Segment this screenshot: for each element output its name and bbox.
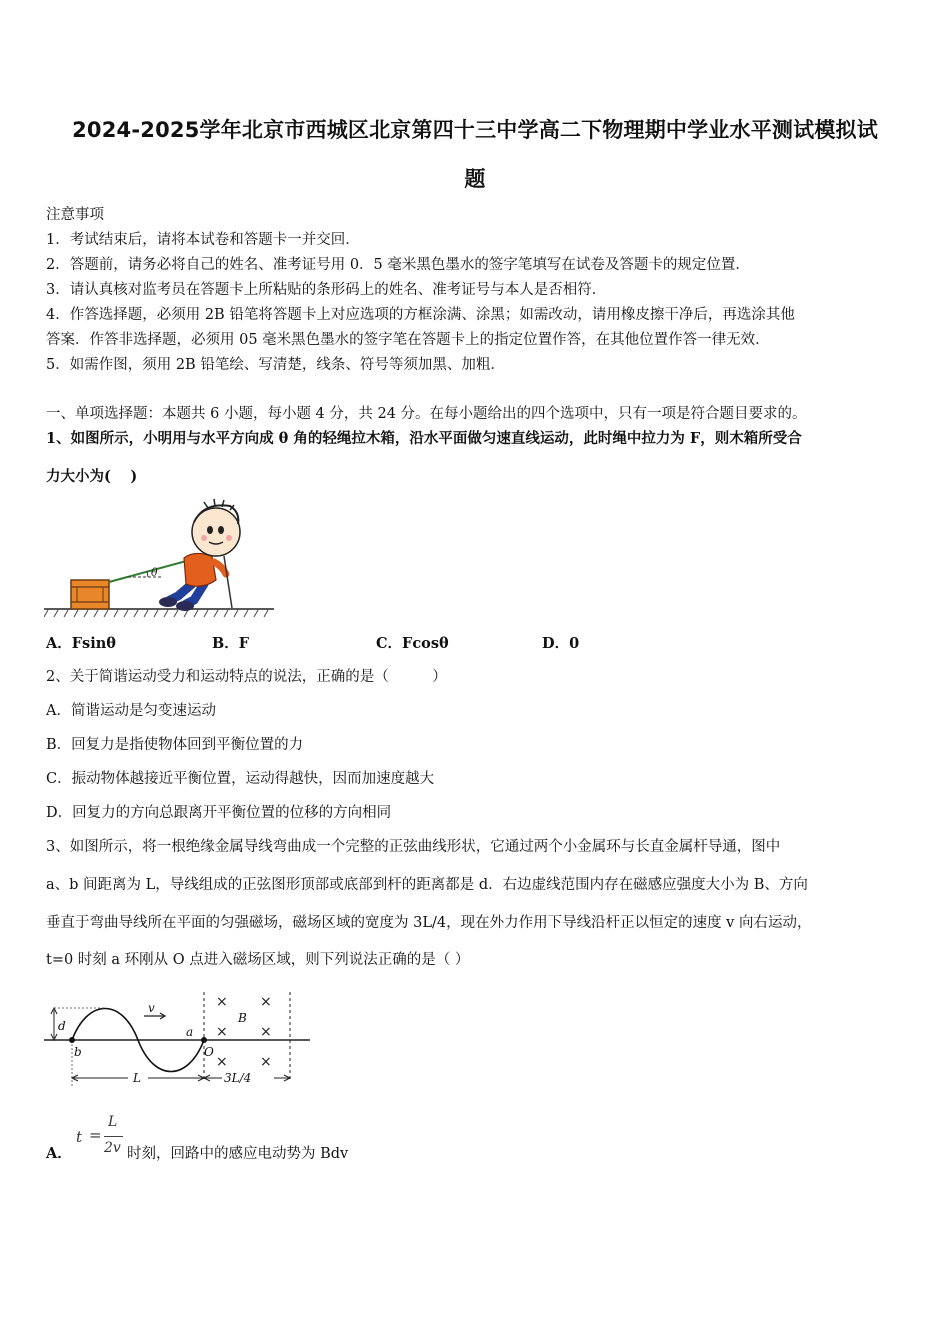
- q3-label-o: O: [204, 1045, 214, 1059]
- q3-option-a-denominator: 2v: [104, 1140, 121, 1156]
- q2-option-a: A．简谐运动是匀变速运动: [46, 703, 216, 719]
- notice-item: 答案．作答非选择题，必须用 05 毫米黑色墨水的签字笔在答题卡上的指定位置作答，在其他位置作答一律无效．: [46, 332, 770, 348]
- q1-option-b: B．F: [212, 635, 250, 652]
- q3-field-cross: ×: [216, 994, 228, 1010]
- notice-item: 3．请认真核对监考员在答题卡上所粘贴的条形码上的姓名、准考证号与本人是否相符．: [46, 282, 607, 298]
- q3-label-a: a: [186, 1025, 194, 1039]
- q2-stem: 2、关于简谐运动受力和运动特点的说法，正确的是（ ）: [46, 669, 447, 685]
- q3-field-cross: ×: [260, 994, 272, 1010]
- q2-option-d: D．回复力的方向总跟离开平衡位置的位移的方向相同: [46, 805, 392, 821]
- section-heading: 一、单项选择题：本题共 6 小题，每小题 4 分，共 24 分。在每小题给出的四个选项中，只有一项是符合题目要求的。: [46, 406, 807, 422]
- q3-label-v: v: [148, 1001, 155, 1015]
- q3-option-a-text: 时刻，回路中的感应电动势为 Bdv: [127, 1146, 349, 1162]
- notice-item: 1．考试结束后，请将本试卷和答题卡一并交回．: [46, 232, 360, 248]
- q1-stem-line1: 1、如图所示，小明用与水平方向成 θ 角的轻绳拉木箱，沿水平面做匀速直线运动，此时绳中拉力为 F，则木箱所受合: [46, 430, 802, 447]
- q3-label-l: L: [133, 1071, 141, 1085]
- q3-field-cross: ×: [216, 1054, 228, 1070]
- q3-fraction-bar: [104, 1136, 123, 1137]
- notice-heading: 注意事项: [46, 207, 104, 223]
- notice-item: 5．如需作图，须用 2B 铅笔绘、写清楚，线条、符号等须加黑、加粗．: [46, 357, 505, 373]
- q3-field-cross: ×: [260, 1024, 272, 1040]
- q3-label-b-field: B: [238, 1011, 247, 1025]
- q3-option-a-label: A．: [46, 1145, 72, 1162]
- q3-option-a-numerator: L: [108, 1114, 118, 1130]
- q3-label-b: b: [74, 1045, 82, 1059]
- q3-field-cross: ×: [260, 1054, 272, 1070]
- q3-stem-line4: t=0 时刻 a 环刚从 O 点进入磁场区域，则下列说法正确的是（ ）: [46, 952, 470, 968]
- q3-stem-line1: 3、如图所示，将一根绝缘金属导线弯曲成一个完整的正弦曲线形状，它通过两个小金属环与长直金属杆导通，图中: [46, 839, 781, 855]
- q3-stem-line3: 垂直于弯曲导线所在平面的匀强磁场，磁场区域的宽度为 3L/4，现在外力作用下导线沿杆正以恒定的速度 v 向右运动，: [46, 915, 812, 931]
- exam-title-line2: 题: [464, 167, 486, 191]
- q3-stem-line2: a、b 间距离为 L，导线组成的正弦图形顶部或底部到杆的距离都是 d．右边虚线范围内存在磁感应强度大小为 B、方向: [46, 877, 808, 893]
- q1-figure: [44, 496, 276, 620]
- q3-figure: [44, 990, 314, 1090]
- exam-title-line1: 2024-2025学年北京市西城区北京第四十三中学高二下物理期中学业水平测试模拟试: [72, 118, 878, 142]
- notice-item: 2．答题前，请务必将自己的姓名、准考证号用 0．5 毫米黑色墨水的签字笔填写在试卷及答题卡的规定位置．: [46, 257, 750, 273]
- q2-option-c: C．振动物体越接近平衡位置，运动得越快，因而加速度越大: [46, 771, 435, 787]
- q2-option-b: B．回复力是指使物体回到平衡位置的力: [46, 737, 304, 753]
- q1-option-c: C．Fcosθ: [376, 635, 449, 652]
- q3-label-d: d: [58, 1019, 66, 1033]
- q1-option-a: A．Fsinθ: [46, 635, 116, 652]
- q3-option-a-t: t: [76, 1128, 83, 1146]
- q1-option-d: D．0: [542, 635, 580, 652]
- q3-label-width: 3L/4: [224, 1071, 252, 1085]
- q3-option-a-eq: =: [89, 1126, 102, 1144]
- q1-stem-line2: 力大小为( ): [46, 468, 138, 485]
- q3-field-cross: ×: [216, 1024, 228, 1040]
- q1-angle-label: θ: [151, 566, 158, 579]
- notice-item: 4．作答选择题，必须用 2B 铅笔将答题卡上对应选项的方框涂满、涂黑；如需改动，请用橡皮擦干净后，再选涂其他: [46, 307, 795, 323]
